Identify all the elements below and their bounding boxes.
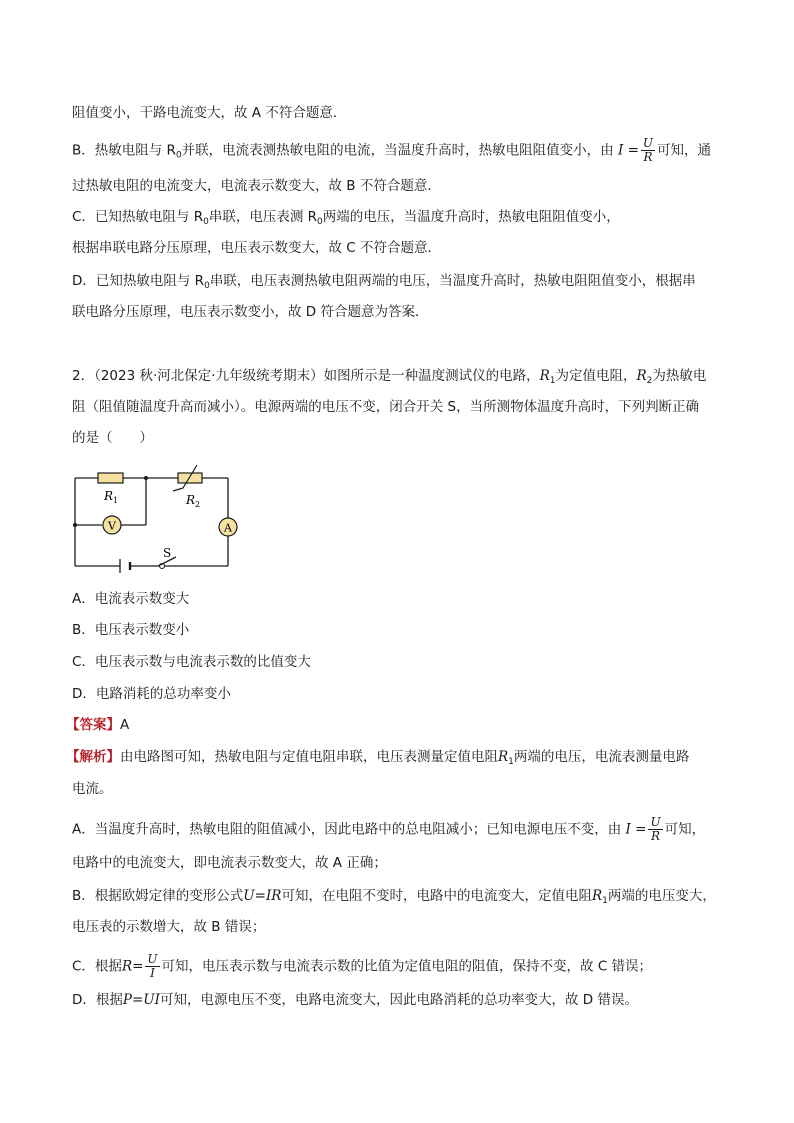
ammeter-label: A — [224, 521, 232, 535]
question-stem: 2．（2023 秋·河北保定·九年级统考期末）如图所示是一种温度测试仪的电路，$R_1$为定值电阻，$R_2$为热敏电 — [72, 368, 707, 386]
option-a: A．电流表示数变大 — [72, 591, 190, 607]
circuit-wires — [75, 478, 228, 566]
question-stem-end: 的是（ ） — [72, 430, 153, 446]
prev-option-d-cont: 联电路分压原理，电压表示数变小，故 D 符合题意为答案． — [72, 304, 429, 320]
analysis-option-b: B．根据欧姆定律的变形公式U=IR可知，在电阻不变时，电路中的电流变大，定值电阻$R_1$两端的电压变大， — [72, 888, 716, 906]
switch-label: S — [163, 546, 172, 560]
analysis-option-a: A．当温度升高时，热敏电阻的阻值减小，因此电路中的总电阻减小；已知电源电压不变，由 I = $\frac{U}{R}$ 可知， — [72, 815, 706, 843]
answer-label: 【答案】 — [66, 717, 120, 733]
r2-label: $R_2$ — [186, 493, 201, 509]
analysis-line-2: 电流。 — [72, 781, 113, 797]
question-stem-cont: 阻（阻值随温度升高而减小）。电源两端的电压不变，闭合开关 S，当所测物体温度升高时，下列判断正确 — [72, 399, 700, 415]
analysis-option-d: D．根据P=UI可知，电源电压不变，电路电流变大，因此电路消耗的总功率变大，故 D 错误。 — [72, 992, 638, 1008]
fraction-u-over-r: $\frac{U}{R}$ — [650, 815, 661, 843]
option-d: D．电路消耗的总功率变小 — [72, 686, 231, 702]
junction-dot — [73, 523, 77, 527]
analysis-line-1: 【解析】由电路图可知，热敏电阻与定值电阻串联，电压表测量定值电阻$R_1$两端的电压，电流表测量电路 — [66, 749, 690, 767]
analysis-option-a-cont: 电路中的电流变大，即电流表示数变大，故 A 正确； — [72, 855, 387, 871]
fraction-u-over-r: $\frac{U}{R}$ — [642, 136, 654, 164]
answer-line — [66, 715, 129, 735]
option-b: B．电压表示数变小 — [72, 622, 190, 638]
option-c: C．电压表示数与电流表示数的比值变大 — [72, 654, 311, 670]
resistor-r1 — [98, 473, 123, 483]
voltmeter-label: V — [108, 519, 116, 533]
prev-option-b: B．热敏电阻与 $R_0$并联，电流表测热敏电阻的电流，当温度升高时，热敏电阻阻值变小，由 I = $\frac{U}{R}$ 可知，通 — [72, 136, 712, 164]
prev-option-b-cont: 过热敏电阻的电流变大，电流表示数变大，故 B 不符合题意． — [72, 178, 441, 194]
r1-label: $R_1$ — [104, 489, 119, 505]
prev-line-1: 阻值变小，干路电流变大，故 A 不符合题意． — [72, 105, 347, 121]
prev-option-d: D．已知热敏电阻与 $R_0$串联，电压表测热敏电阻两端的电压，当温度升高时，热敏电阻阻值变小，根据串 — [72, 273, 696, 291]
analysis-option-c: C．根据R= $\frac{U}{I}$ 可知，电压表示数与电流表示数的比值为定值电阻的阻值，保持不变，故 C 错误； — [72, 952, 653, 980]
prev-option-c: C．已知热敏电阻与 $R_0$串联，电压表测 $R_0$两端的电压，当温度升高时，热敏电阻阻值变小， — [72, 209, 620, 227]
analysis-option-b-cont: 电压表的示数增大，故 B 错误； — [72, 919, 266, 935]
circuit-diagram — [62, 460, 242, 580]
prev-option-c-cont: 根据串联电路分压原理，电压表示数变大，故 C 不符合题意． — [72, 240, 442, 256]
analysis-label: 【解析】 — [66, 749, 120, 765]
thermistor-r2 — [178, 473, 202, 483]
junction-dot — [144, 476, 148, 480]
answer-value: A — [120, 717, 130, 733]
fraction-u-over-i: $\frac{U}{I}$ — [147, 952, 158, 980]
